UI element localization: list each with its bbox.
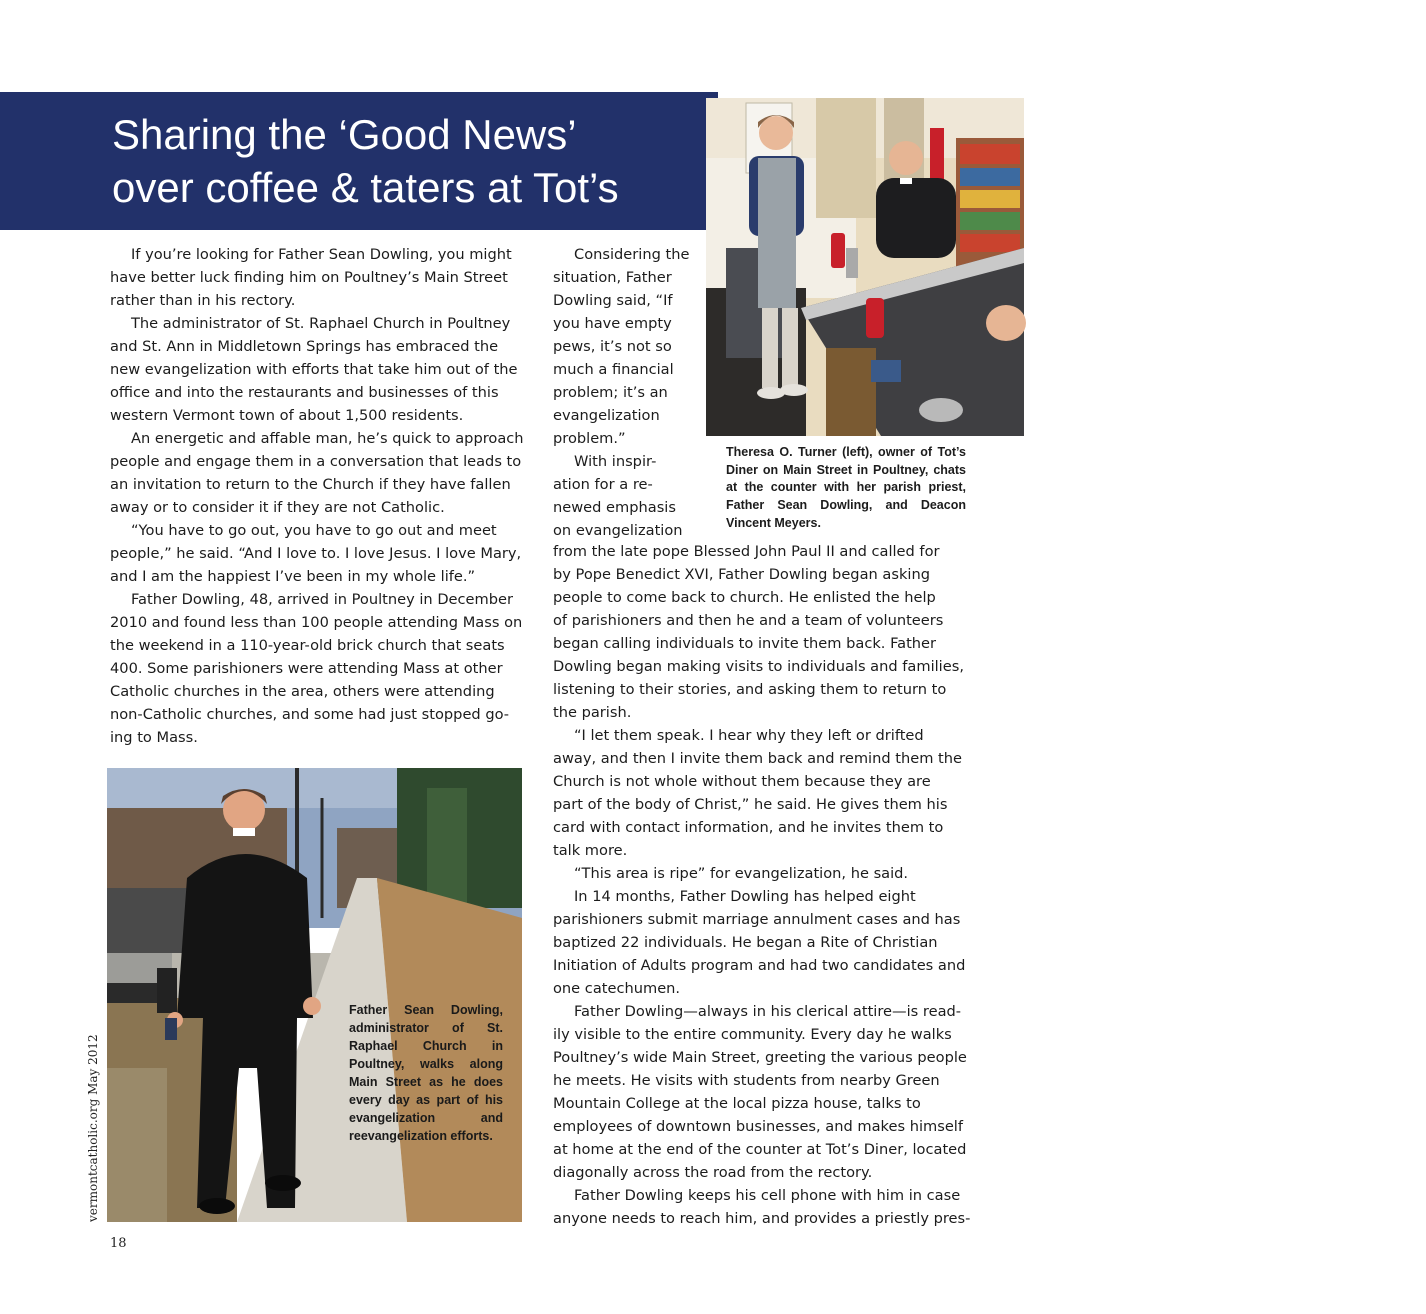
diner-photo: (Photos by Cori Fugere Urban) bbox=[706, 98, 1024, 436]
walking-photo bbox=[107, 768, 522, 1222]
paragraph: “You have to go out, you have to go out and meet people,” he said. “And I love to. I love Jesus. I love Mary, and I am the happiest I’ve been in my whole life.” bbox=[110, 522, 522, 585]
paragraph-continued: from the late pope Blessed John Paul II and called for by Pope Benedict XVI, Father Dowling began asking people to come back to church. He enlisted the help of parishioners and then he and a team of volunteers began calling individuals to invite them back. Father Dowling began making visits to individuals and families, listening to their stories, and asking them to return to the parish. bbox=[553, 543, 964, 721]
paragraph: With inspir- ation for a re- newed emphasis on evangelization bbox=[553, 453, 683, 539]
article-column-2-bottom bbox=[553, 540, 973, 1230]
article-column-2-top bbox=[553, 243, 703, 450]
walking-photo-caption: Father Sean Dowling, administrator of St. Raphael Church in Poultney, walks along Main Street as he does every day as part of his evangelization and reevangelization efforts. bbox=[349, 1003, 503, 1143]
paragraph: If you’re looking for Father Sean Dowling, you might have better luck finding him on Poultney’s Main Street rather than in his rectory. bbox=[110, 246, 512, 309]
headline-line-2: over coffee & taters at Tot’s bbox=[112, 164, 619, 211]
paragraph: Father Dowling—always in his clerical attire—is read- ily visible to the entire community. Every day he walks Poultney’s wide Main Street, greeting the various people he meets. He visits with students from nearby Green Mountain College at the local pizza house, talks to employees of downtown businesses, and makes himself at home at the end of the counter at Tot’s Diner, located diagonally across the road from the rectory. bbox=[553, 1003, 967, 1181]
paragraph: An energetic and affable man, he’s quick to approach people and engage them in a conversation that leads to an invitation to return to the Church if they have fallen away or to consider it if they are not Catholic. bbox=[110, 430, 524, 516]
paragraph: Considering the situation, Father Dowling said, “If you have empty pews, it’s not so much a financial problem; it’s an evangelization problem.” bbox=[553, 246, 690, 447]
diner-photo-caption: Theresa O. Turner (left), owner of Tot’s Diner on Main Street in Poultney, chats at the counter with her parish priest, Father Sean Dowling, and Deacon Vincent Meyers. bbox=[726, 445, 966, 530]
paragraph: “I let them speak. I hear why they left or drifted away, and then I invite them back and remind them the Church is not whole without them because they are part of the body of Christ,” he said. He gives them his card with contact information, and he invites them to talk more. bbox=[553, 727, 963, 859]
article-column-2-middle bbox=[553, 450, 688, 542]
paragraph: Father Dowling, 48, arrived in Poultney in December 2010 and found less than 100 people attending Mass on the weekend in a 110-year-old brick church that seats 400. Some parishioners were attending Mass at other Catholic churches in the area, others were attending non-Catholic churches, and some had just stopped go- ing to Mass. bbox=[110, 591, 523, 746]
page-number: 18 bbox=[110, 1236, 127, 1251]
article-column-1 bbox=[110, 243, 525, 749]
paragraph: “This area is ripe” for evangelization, he said. bbox=[574, 865, 909, 882]
paragraph: The administrator of St. Raphael Church in Poultney and St. Ann in Middletown Springs has embraced the new evangelization with efforts that take him out of the office and into the restaurants and businesses of this western Vermont town of about 1,500 residents. bbox=[110, 315, 518, 424]
paragraph: Father Dowling keeps his cell phone with him in case anyone needs to reach him, and provides a priestly pres- bbox=[553, 1187, 971, 1227]
headline bbox=[112, 108, 712, 214]
paragraph: In 14 months, Father Dowling has helped eight parishioners submit marriage annulment cases and has baptized 22 individuals. He began a Rite of Christian Initiation of Adults program and had two candidates and one catechumen. bbox=[553, 888, 966, 997]
headline-line-1: Sharing the ‘Good News’ bbox=[112, 111, 577, 158]
